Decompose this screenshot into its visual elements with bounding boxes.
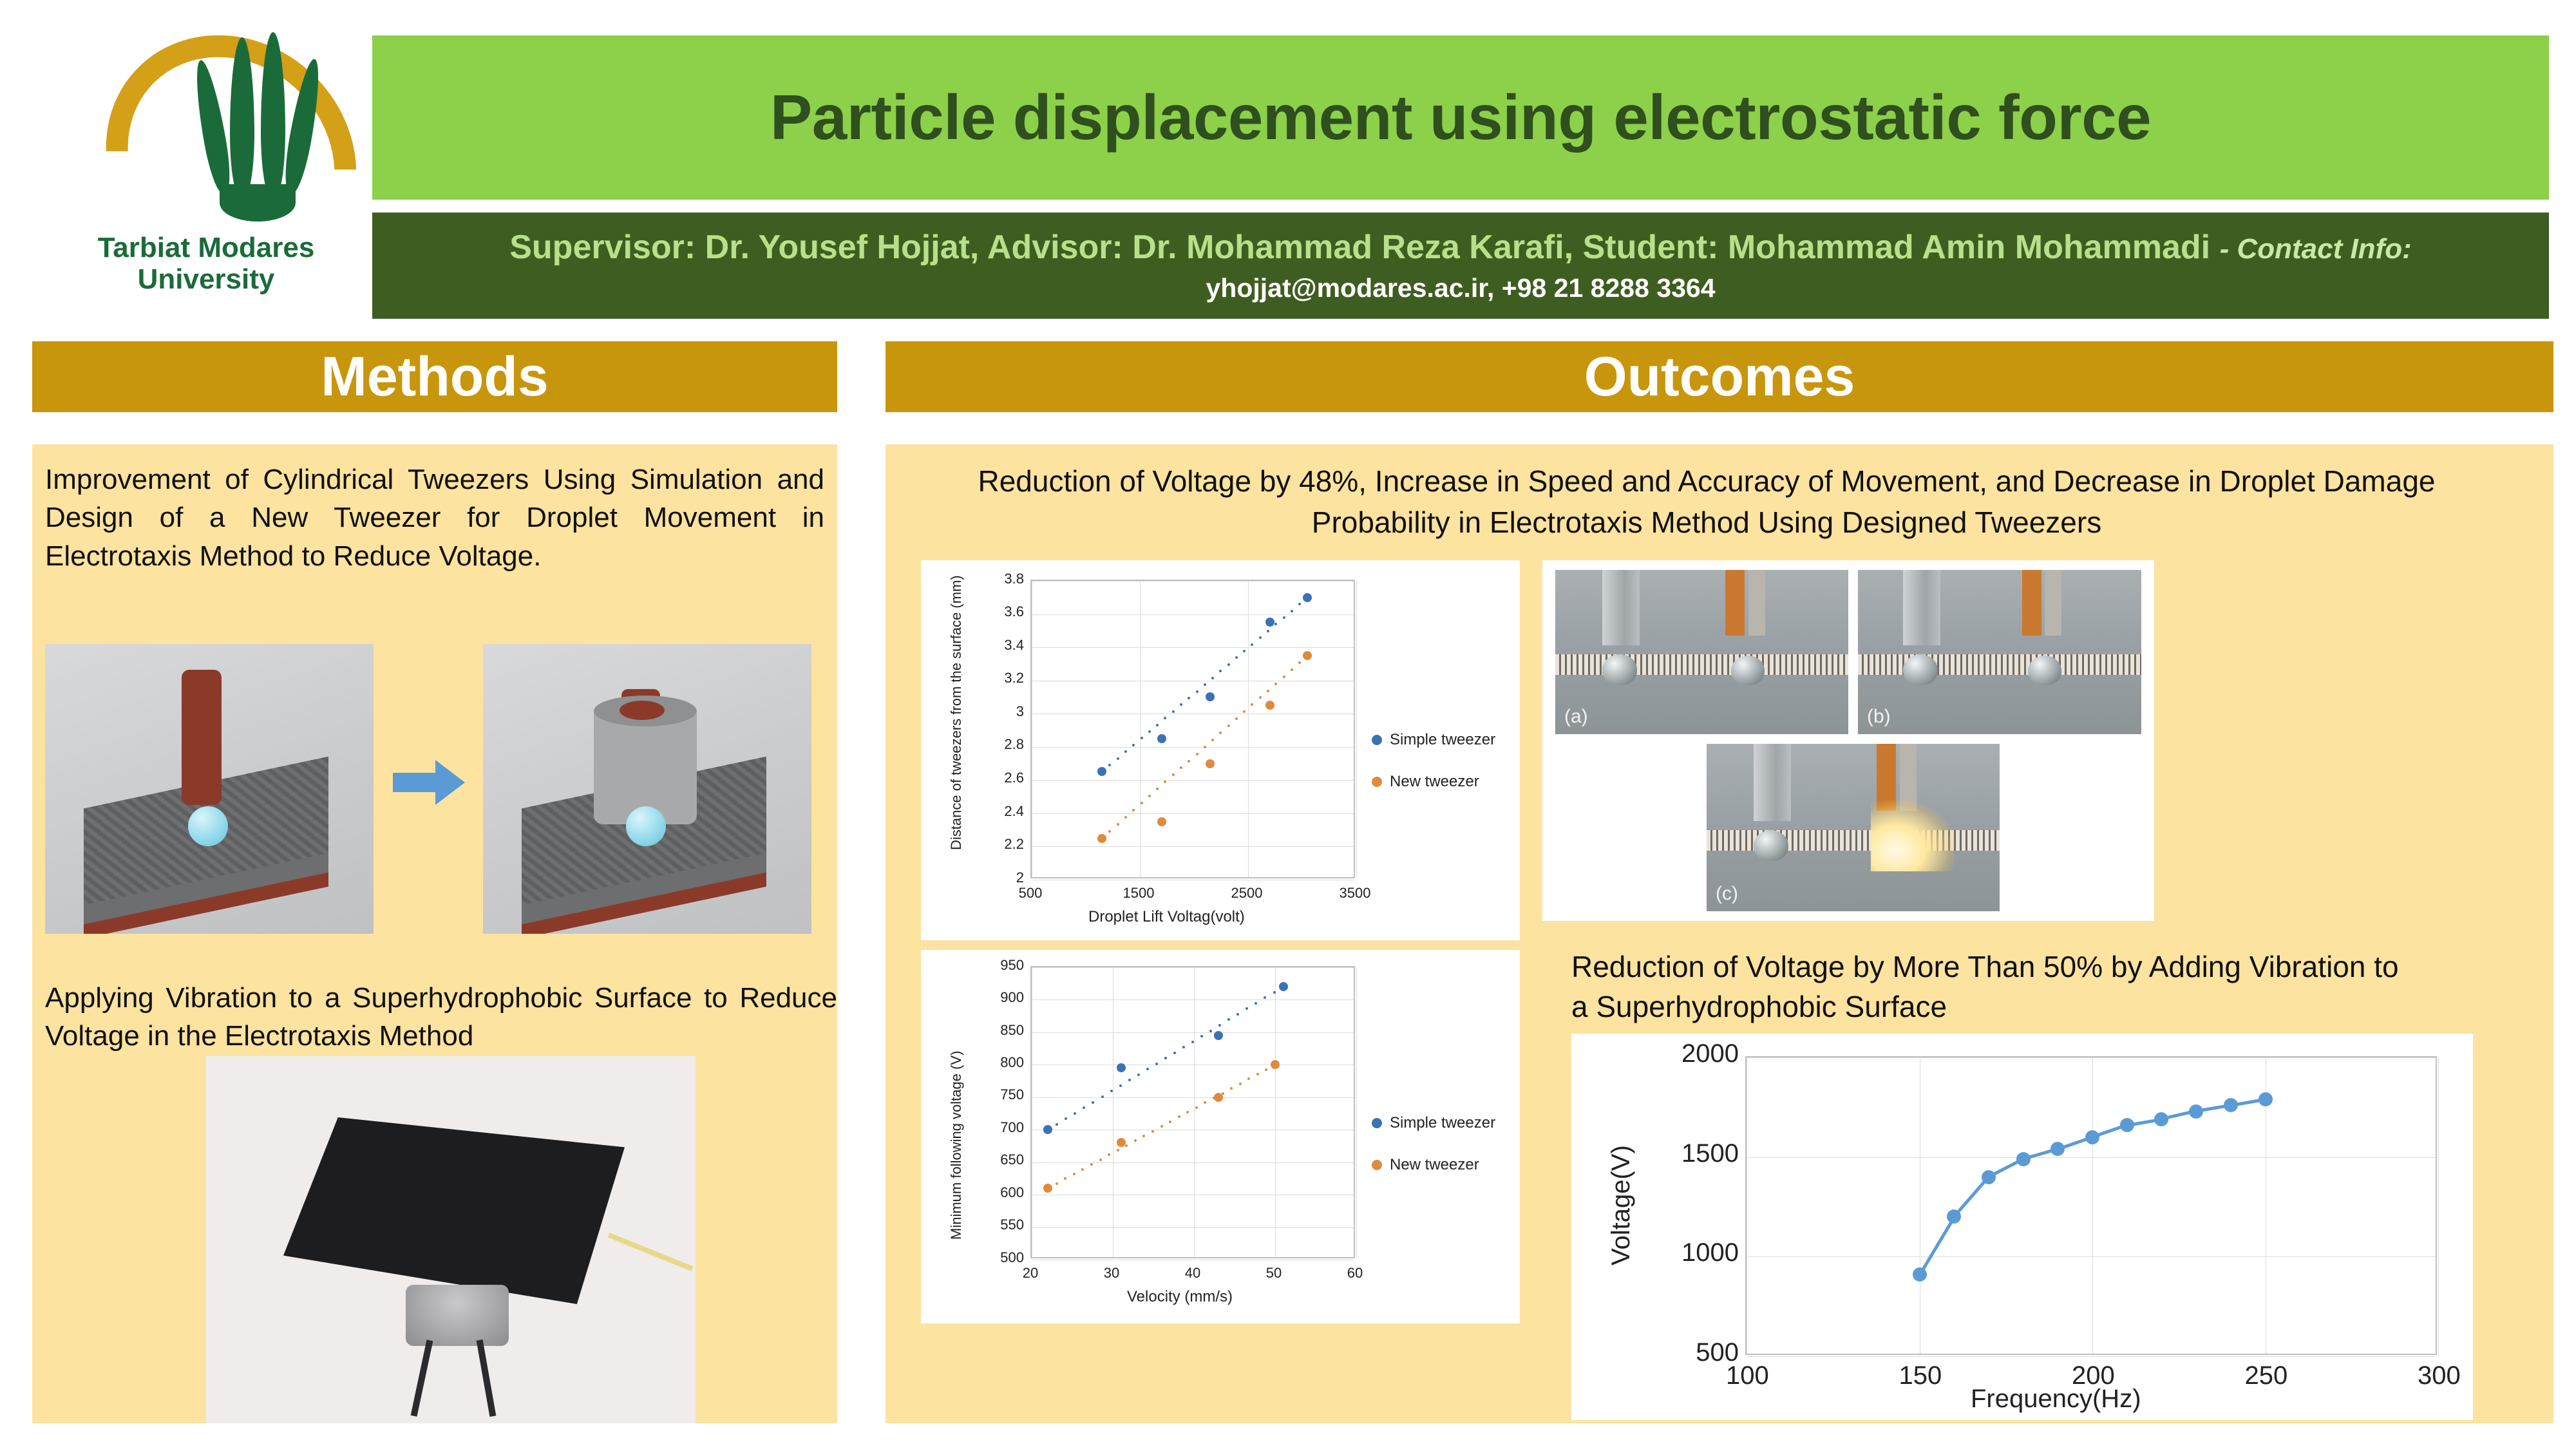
axis-tick-label: 700 [1000,1119,1024,1135]
data-point [1097,834,1106,843]
axis-tick-label: 850 [1000,1021,1024,1038]
axis-tick-label: 3.4 [1004,636,1024,653]
data-point [1913,1267,1927,1282]
axis-tick-label: 750 [1000,1086,1024,1103]
axis-tick-label: 1000 [1681,1238,1739,1267]
axis-tick-label: 3500 [1339,885,1371,901]
data-point [2154,1112,2168,1126]
axis-tick-label: 3.8 [1004,570,1024,587]
methods-figure-simple-tweezer [45,644,374,934]
section-title-outcomes: Outcomes [1584,345,1855,408]
logo-text-line2: University [137,263,275,296]
chart3-xlabel: Frequency(Hz) [1971,1385,2141,1413]
axis-tick-label: 500 [1000,1249,1024,1265]
poster-header [0,0,2576,322]
title-banner [372,35,2549,200]
chart1-ylabel: Distance of tweezers from the surface (mm) [948,575,964,850]
axis-tick-label: 2.4 [1004,802,1024,819]
data-point [1279,982,1288,991]
axis-tick-label: 900 [1000,989,1024,1006]
photo-label-b: (b) [1867,706,1891,727]
photo-frame-b [1858,570,2141,734]
axis-tick-label: 3.6 [1004,603,1024,620]
axis-tick-label: 800 [1000,1054,1024,1071]
chart-minimum-voltage-vs-velocity [921,950,1520,1323]
data-point [1097,767,1106,776]
data-point [1214,1093,1223,1102]
data-point [1982,1170,1996,1184]
photo-frame-a [1555,570,1848,734]
data-point [2016,1152,2031,1166]
axis-tick-label: 2000 [1681,1039,1739,1068]
axis-tick-label: 550 [1000,1217,1024,1233]
outcomes-heading-1: Reduction of Voltage by 48%, Increase in Speed and Accuracy of Movement, and Decrease in Droplet Damage Probability in Electrotaxis Method Using Designed Tweezers [978,464,2436,540]
photo-label-a: (a) [1564,706,1588,727]
logo-text-line1: Tarbiat Modares [97,232,315,263]
chart2-legend-simple: Simple tweezer [1372,1114,1495,1132]
logo-leaves-shape [196,32,325,219]
axis-tick-label: 3.2 [1004,670,1024,687]
chart3-ylabel: Voltage(V) [1607,1145,1635,1265]
axis-tick-label: 30 [1103,1265,1120,1281]
axis-tick-label: 2 [1016,869,1024,886]
university-logo [39,6,374,316]
data-point [1271,1060,1280,1069]
chart1-legend-new: New tweezer [1372,773,1479,791]
data-point [1303,651,1312,660]
data-point [1206,759,1215,768]
axis-tick-label: 20 [1022,1265,1039,1281]
axis-tick-label: 200 [2072,1361,2115,1390]
data-point [2120,1118,2134,1132]
data-point [2085,1130,2099,1144]
data-point [1117,1063,1126,1072]
data-point [2224,1098,2238,1112]
chart2-ylabel: Minimum following voltage (V) [948,1050,964,1240]
photo-label-c: (c) [1716,883,1738,904]
axis-tick-label: 50 [1265,1265,1282,1281]
arrow-right-icon [393,760,464,805]
methods-paragraph-1: Improvement of Cylindrical Tweezers Using Simulation and Design of a New Tweezer for Droplet Movement in Electrotaxis Method to Reduce Voltage. [45,464,824,572]
data-point [1947,1209,1961,1224]
data-point [1157,734,1166,743]
chart1-legend-simple: Simple tweezer [1372,731,1495,749]
data-point [2189,1104,2203,1119]
axis-tick-label: 650 [1000,1151,1024,1168]
chart2-legend-new: New tweezer [1372,1156,1479,1174]
authors-banner [372,213,2549,319]
axis-tick-label: 2.6 [1004,770,1024,786]
data-point [2259,1092,2273,1106]
axis-tick-label: 500 [1696,1338,1739,1367]
axis-tick-label: 250 [2244,1361,2288,1390]
data-point [1265,701,1274,710]
axis-tick-label: 2.2 [1004,836,1024,853]
section-header-methods [32,341,837,412]
outcomes-heading-2: Reduction of Voltage by More Than 50% by Adding Vibration to a Superhydrophobic Surface [1571,950,2399,1024]
data-point [1043,1184,1052,1193]
page-title: Particle displacement using electrostatic force [770,82,2152,153]
chart-voltage-vs-frequency [1571,1034,2473,1420]
data-point [1043,1125,1052,1134]
authors-line [509,228,2412,267]
chart-distance-vs-voltage [921,560,1520,940]
authors-names: Supervisor: Dr. Yousef Hojjat, Advisor: Dr. Mohammad Reza Karafi, Student: Mohammad Amin Mohammadi [509,229,2211,266]
section-title-methods: Methods [321,345,549,408]
methods-paragraph-2: Applying Vibration to a Superhydrophobic Surface to Reduce Voltage in the Electrotaxis Method [45,982,837,1052]
data-point [1117,1138,1126,1147]
photo-frame-c [1707,744,2000,911]
data-point [1157,817,1166,826]
axis-tick-label: 150 [1899,1361,1942,1390]
outcomes-photo-group [1542,560,2154,921]
axis-tick-label: 600 [1000,1184,1024,1200]
axis-tick-label: 2500 [1231,885,1263,901]
chart1-xlabel: Droplet Lift Voltag(volt) [1088,908,1245,925]
logo-text [39,232,374,296]
axis-tick-label: 1500 [1122,885,1155,901]
axis-tick-label: 3 [1016,703,1024,719]
axis-tick-label: 500 [1018,885,1043,901]
data-point [1265,618,1274,627]
data-point [1303,593,1312,602]
data-point [1214,1031,1223,1040]
axis-tick-label: 60 [1347,1265,1363,1281]
contact-label: - Contact Info: [2219,233,2412,265]
section-header-outcomes [886,341,2553,412]
axis-tick-label: 1500 [1681,1139,1739,1168]
axis-tick-label: 100 [1726,1361,1769,1390]
data-point [1206,692,1215,701]
chart2-xlabel: Velocity (mm/s) [1127,1288,1233,1305]
methods-figure-vibration-setup [206,1056,696,1423]
axis-tick-label: 2.8 [1004,736,1024,753]
data-point [2050,1142,2065,1156]
axis-tick-label: 300 [2418,1361,2461,1390]
methods-figure-new-tweezer [483,644,811,934]
axis-tick-label: 950 [1000,956,1024,973]
contact-info: yhojjat@modares.ac.ir, +98 21 8288 3364 [1206,273,1716,303]
axis-tick-label: 40 [1184,1265,1201,1281]
